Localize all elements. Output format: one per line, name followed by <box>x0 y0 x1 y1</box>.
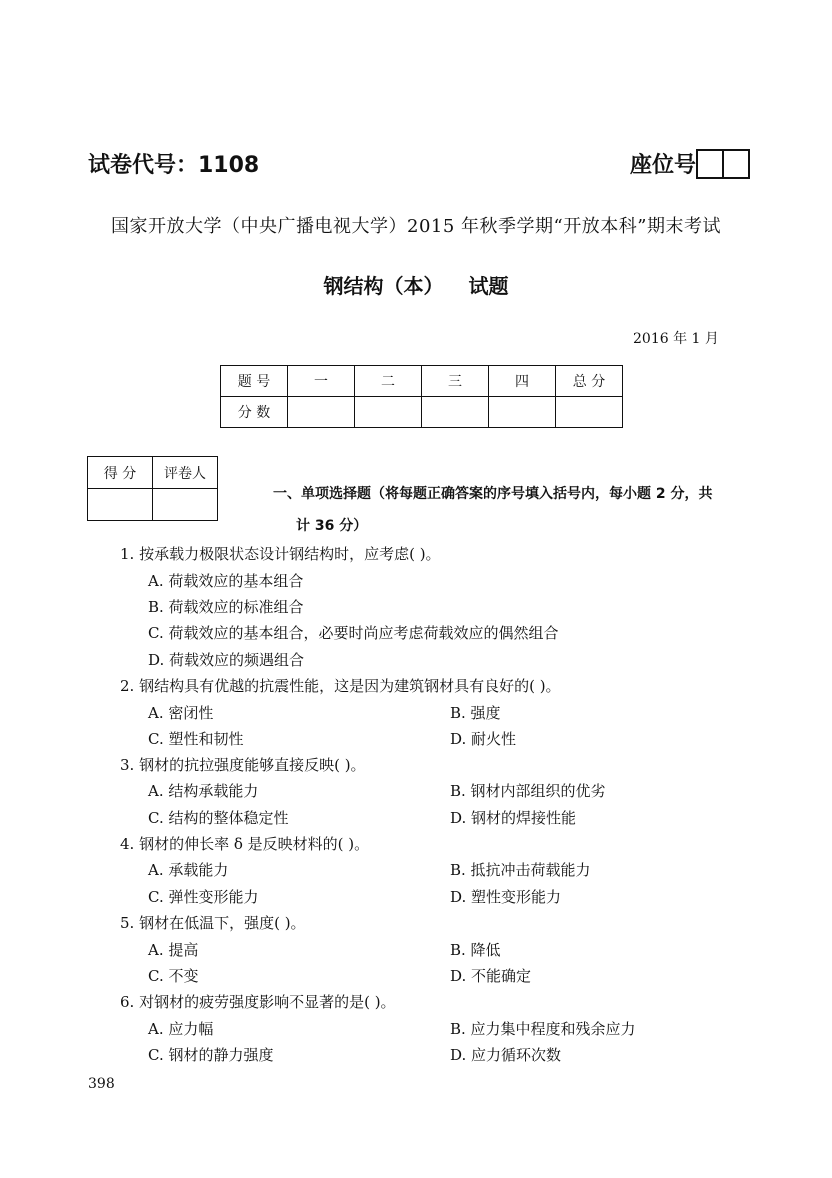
question-option: C. 弹性变形能力 <box>148 888 259 906</box>
question-stem: 6. 对钢材的疲劳强度影响不显著的是( )。 <box>120 993 396 1011</box>
university-line: 国家开放大学（中央广播电视大学）2015 年秋季学期“开放本科”期末考试 <box>111 216 721 237</box>
question-option: B. 抵抗冲击荷载能力 <box>450 861 591 879</box>
question-option: A. 提高 <box>148 941 199 959</box>
seat-box <box>696 149 724 179</box>
question-option: A. 承载能力 <box>148 861 229 879</box>
question-stem: 5. 钢材在低温下，强度( )。 <box>120 914 306 932</box>
question-option: D. 荷载效应的频遇组合 <box>148 651 305 669</box>
question-option: B. 钢材内部组织的优劣 <box>450 782 606 800</box>
page-number: 398 <box>88 1076 115 1092</box>
question-option: A. 结构承载能力 <box>148 782 259 800</box>
score-blank-cell <box>355 397 422 428</box>
seat-number <box>630 148 750 179</box>
question-option: A. 密闭性 <box>148 704 214 722</box>
question-option: B. 应力集中程度和残余应力 <box>450 1020 636 1038</box>
seat-box <box>722 149 750 179</box>
question-stem: 2. 钢结构具有优越的抗震性能，这是因为建筑钢材具有良好的( )。 <box>120 677 561 695</box>
grader-score-label: 得 分 <box>88 457 153 489</box>
grader-table-header-row <box>88 457 218 489</box>
score-table-header-row <box>221 366 623 397</box>
paper-code: 试卷代号：1108 <box>88 153 260 178</box>
section-heading-line1: 一、单项选择题（将每题正确答案的序号填入括号内，每小题 2 分，共 <box>273 486 713 502</box>
grader-blank-cell <box>153 489 218 521</box>
question-stem: 4. 钢材的伸长率 δ 是反映材料的( )。 <box>120 835 370 853</box>
question-option: D. 钢材的焊接性能 <box>450 809 577 827</box>
question-stem: 3. 钢材的抗拉强度能够直接反映( )。 <box>120 756 366 774</box>
question-option: B. 荷载效应的标准组合 <box>148 598 304 616</box>
score-blank-cell <box>489 397 556 428</box>
grader-table <box>87 456 218 521</box>
question-option: A. 应力幅 <box>148 1020 214 1038</box>
score-table-cell: 二 <box>355 366 422 397</box>
question-option: C. 荷载效应的基本组合，必要时尚应考虑荷载效应的偶然组合 <box>148 624 559 642</box>
score-table-score-row <box>221 397 623 428</box>
score-table-cell: 三 <box>422 366 489 397</box>
question-option: A. 荷载效应的基本组合 <box>148 572 304 590</box>
question-option: D. 耐火性 <box>450 730 517 748</box>
question-option: C. 结构的整体稳定性 <box>148 809 289 827</box>
grader-table-blank-row <box>88 489 218 521</box>
exam-date: 2016 年 1 月 <box>633 331 719 347</box>
score-table <box>220 365 623 428</box>
question-option: D. 不能确定 <box>450 967 532 985</box>
score-table-cell: 四 <box>489 366 556 397</box>
score-table-cell: 题 号 <box>221 366 288 397</box>
question-option: C. 钢材的静力强度 <box>148 1046 274 1064</box>
seat-label: 座位号 <box>630 153 697 178</box>
question-option: B. 强度 <box>450 704 501 722</box>
grader-blank-cell <box>88 489 153 521</box>
score-table-cell: 分 数 <box>221 397 288 428</box>
grader-name-label: 评卷人 <box>153 457 218 489</box>
question-option: D. 应力循环次数 <box>450 1046 562 1064</box>
score-table-cell: 一 <box>288 366 355 397</box>
score-blank-cell <box>422 397 489 428</box>
question-option: C. 塑性和韧性 <box>148 730 244 748</box>
score-blank-cell <box>288 397 355 428</box>
exam-title: 钢结构（本） 试题 <box>323 274 509 298</box>
seat-boxes <box>698 149 750 179</box>
question-option: C. 不变 <box>148 967 199 985</box>
question-stem: 1. 按承载力极限状态设计钢结构时，应考虑( )。 <box>120 545 441 563</box>
question-option: B. 降低 <box>450 941 501 959</box>
question-option: D. 塑性变形能力 <box>450 888 562 906</box>
score-table-cell: 总 分 <box>556 366 623 397</box>
section-heading <box>273 478 763 542</box>
score-blank-cell <box>556 397 623 428</box>
section-heading-line2: 计 36 分） <box>296 518 368 534</box>
